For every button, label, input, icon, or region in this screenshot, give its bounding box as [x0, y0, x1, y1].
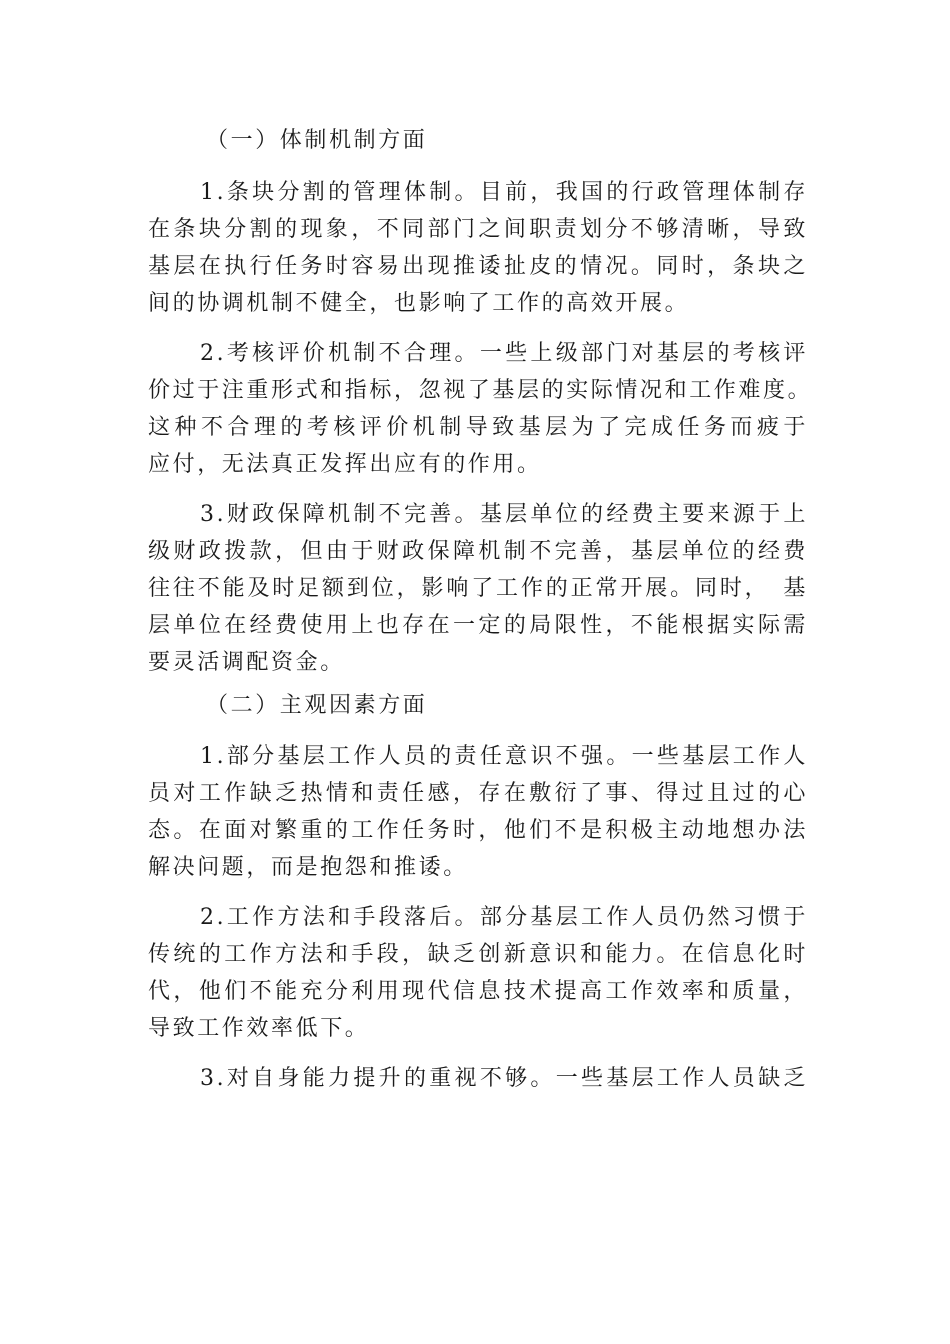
paragraph-line: 员对工作缺乏热情和责任感，存在敷衍了事、得过且过的心 — [148, 781, 808, 806]
paragraph-line: 基层在执行任务时容易出现推诿扯皮的情况。同时，条块之 — [148, 254, 808, 279]
paragraph-line: 2.考核评价机制不合理。一些上级部门对基层的考核评 — [200, 341, 808, 366]
paragraph-line: 解决问题，而是抱怨和推诿。 — [148, 855, 468, 880]
paragraph-line: 导致工作效率低下。 — [148, 1016, 370, 1041]
paragraph-line: 态。在面对繁重的工作任务时，他们不是积极主动地想办法 — [148, 818, 808, 843]
paragraph-line: 间的协调机制不健全，也影响了工作的高效开展。 — [148, 291, 690, 316]
paragraph-line: 这种不合理的考核评价机制导致基层为了完成任务而疲于 — [148, 415, 808, 440]
paragraph-line: 级财政拨款，但由于财政保障机制不完善，基层单位的经费 — [148, 539, 808, 564]
paragraph-line: 往往不能及时足额到位，影响了工作的正常开展。同时， 基 — [148, 576, 808, 601]
paragraph-line: 在条块分割的现象，不同部门之间职责划分不够清晰，导致 — [148, 217, 808, 242]
paragraph-2-2 — [148, 899, 808, 1047]
paragraph-line: 传统的工作方法和手段，缺乏创新意识和能力。在信息化时 — [148, 942, 808, 967]
section-heading-institutional: （一）体制机制方面 — [206, 128, 428, 153]
paragraph-line: 要灵活调配资金。 — [148, 650, 345, 675]
paragraph-2-3 — [148, 1060, 808, 1097]
paragraph-line: 层单位在经费使用上也存在一定的局限性，不能根据实际需 — [148, 613, 808, 638]
paragraph-1-1 — [148, 174, 808, 322]
paragraph-1-2 — [148, 335, 813, 483]
document-body — [148, 122, 813, 1110]
paragraph-line: 1.部分基层工作人员的责任意识不强。一些基层工作人 — [200, 744, 808, 769]
paragraph-2-1 — [148, 738, 808, 886]
paragraph-line: 2.工作方法和手段落后。部分基层工作人员仍然习惯于 — [200, 905, 808, 930]
paragraph-line: 代，他们不能充分利用现代信息技术提高工作效率和质量， — [148, 979, 808, 1004]
section-heading-subjective: （二）主观因素方面 — [206, 693, 428, 718]
paragraph-1-3 — [148, 496, 808, 681]
paragraph-line: 1.条块分割的管理体制。目前，我国的行政管理体制存 — [200, 180, 808, 205]
paragraph-line: 3.财政保障机制不完善。基层单位的经费主要来源于上 — [200, 502, 808, 527]
paragraph-line: 价过于注重形式和指标，忽视了基层的实际情况和工作难度。 — [148, 378, 813, 403]
paragraph-line: 应付，无法真正发挥出应有的作用。 — [148, 452, 542, 477]
paragraph-line: 3.对自身能力提升的重视不够。一些基层工作人员缺乏 — [200, 1066, 808, 1091]
